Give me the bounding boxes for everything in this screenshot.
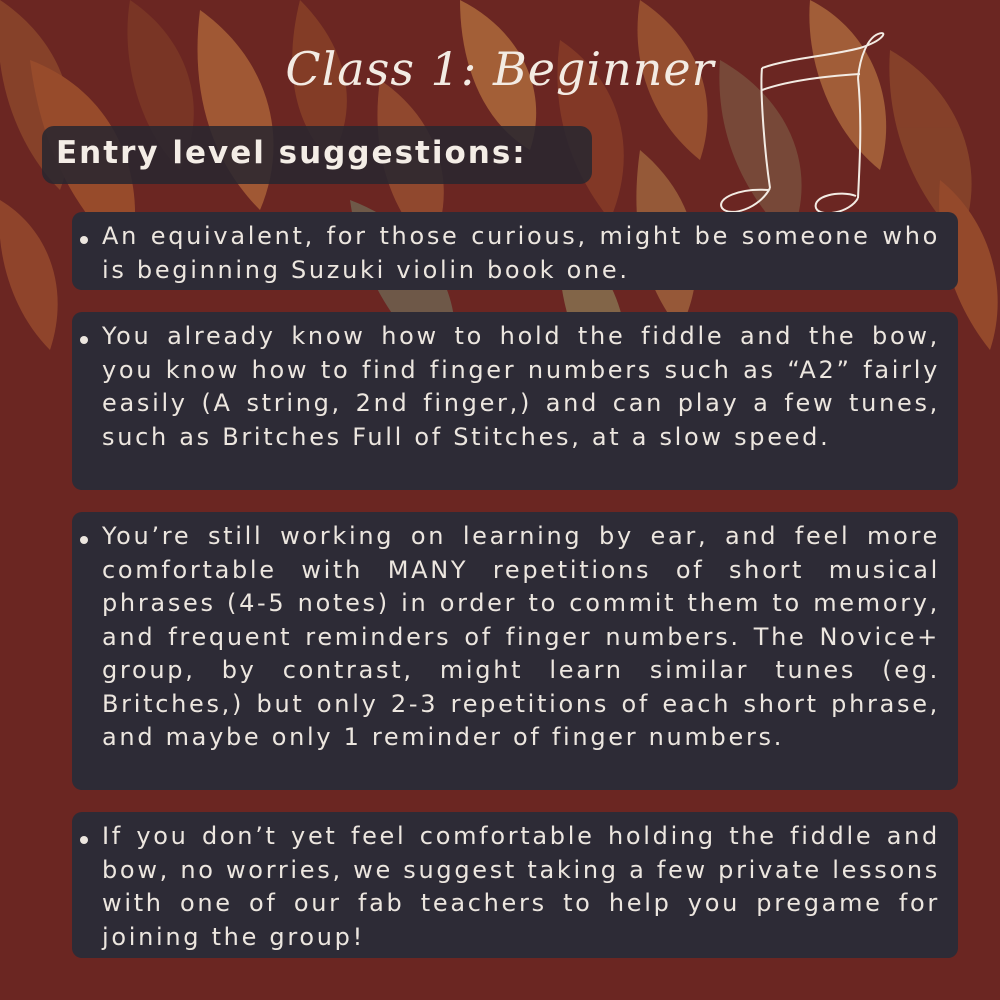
- list-item-1: An equivalent, for those curious, might be someone who is beginning Suzuki violin book one.: [102, 222, 940, 284]
- bullet-icon: [80, 336, 88, 344]
- list-item-3: You’re still working on learning by ear, and feel more comfortable with MANY repetitions of short musical phrases (4-5 notes) in order to commit them to memory, and frequent reminders of finger numbers. The Novice+ group, by contrast, might learn similar tunes (eg. Britches,) but only 2-3 repetitions of each short phrase, and maybe only 1 reminder of finger numbers.: [102, 522, 940, 751]
- list-item-2: You already know how to hold the fiddle and the bow, you know how to find finger numbers such as “A2” fairly easily (A string, 2nd finger,) and can play a few tunes, such as Britches Full of Stitches, at a slow speed.: [102, 322, 940, 451]
- bullet-icon: [80, 836, 88, 844]
- bullet-icon: [80, 536, 88, 544]
- list-item-4: If you don’t yet feel comfortable holding the fiddle and bow, no worries, we suggest taking a few private lessons with one of our fab teachers to help you pregame for joining the group!: [102, 822, 940, 951]
- music-note-icon: [710, 28, 900, 228]
- section-heading: Entry level suggestions:: [56, 135, 527, 171]
- bullet-icon: [80, 236, 88, 244]
- page-title: Class 1: Beginner: [285, 42, 715, 96]
